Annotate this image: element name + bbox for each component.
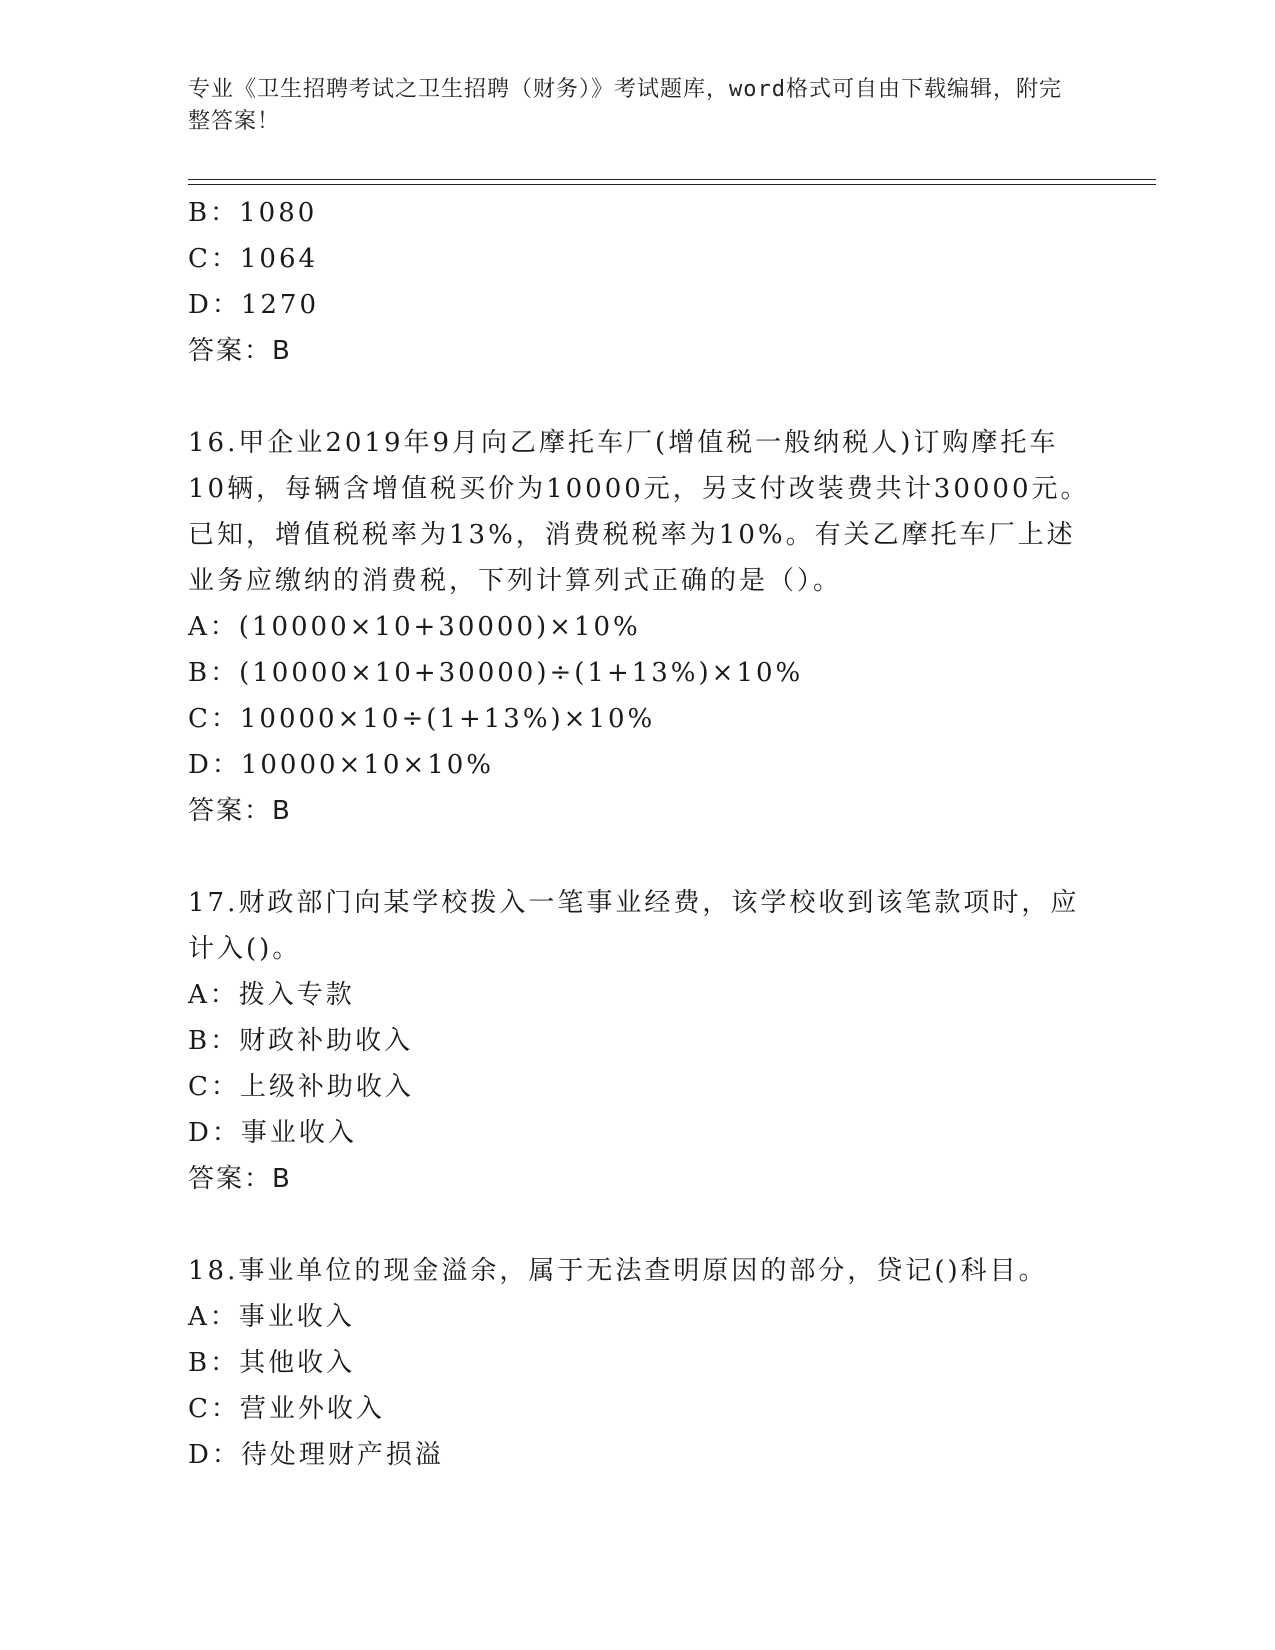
q16-stem-line-4: 业务应缴纳的消费税，下列计算列式正确的是（）。 — [188, 566, 843, 596]
q17-stem-line-2: 计入()。 — [188, 934, 302, 964]
q16-option-d: D：10000×10×10% — [188, 750, 494, 780]
q16-option-b: B：(10000×10+30000)÷(1+13%)×10% — [188, 658, 804, 688]
prev-question — [188, 190, 1088, 374]
q18-option-a: A：事业收入 — [188, 1302, 355, 1332]
q18-option-c: C：营业外收入 — [188, 1394, 385, 1424]
q16-stem-line-1: 16.甲企业2019年9月向乙摩托车厂(增值税一般纳税人)订购摩托车 — [188, 428, 1059, 458]
document-body — [188, 190, 1088, 1478]
q18-stem-line-1: 18.事业单位的现金溢余，属于无法查明原因的部分，贷记()科目。 — [188, 1256, 1048, 1286]
header-rule-top — [188, 179, 1156, 180]
q18-option-d: D：待处理财产损溢 — [188, 1440, 444, 1470]
prev-option-b: B：1080 — [188, 198, 318, 228]
prev-option-c: C：1064 — [188, 244, 319, 274]
q17-option-b: B：财政补助收入 — [188, 1026, 414, 1056]
question-17 — [188, 880, 1088, 1202]
question-16 — [188, 420, 1088, 834]
document-header: 专业《卫生招聘考试之卫生招聘（财务）》考试题库，word格式可自由下载编辑，附完整答案！ — [188, 77, 1062, 134]
header-rule-bottom — [188, 184, 1156, 185]
q17-option-d: D：事业收入 — [188, 1118, 357, 1148]
q16-stem-line-2: 10辆，每辆含增值税买价为10000元，另支付改装费共计30000元。 — [188, 474, 1090, 504]
q17-stem-line-1: 17.财政部门向某学校拨入一笔事业经费，该学校收到该笔款项时，应 — [188, 888, 1080, 918]
prev-answer: 答案：B — [188, 336, 292, 366]
q16-option-a: A：(10000×10+30000)×10% — [188, 612, 641, 642]
q16-option-c: C：10000×10÷(1+13%)×10% — [188, 704, 656, 734]
q16-stem-line-3: 已知，增值税税率为13%，消费税税率为10%。有关乙摩托车厂上述 — [188, 520, 1076, 550]
q17-option-a: A：拨入专款 — [188, 980, 355, 1010]
q17-answer: 答案：B — [188, 1164, 292, 1194]
prev-option-d: D：1270 — [188, 290, 320, 320]
q17-option-c: C：上级补助收入 — [188, 1072, 414, 1102]
question-18 — [188, 1248, 1088, 1478]
q18-option-b: B：其他收入 — [188, 1348, 356, 1378]
q16-answer: 答案：B — [188, 796, 292, 826]
